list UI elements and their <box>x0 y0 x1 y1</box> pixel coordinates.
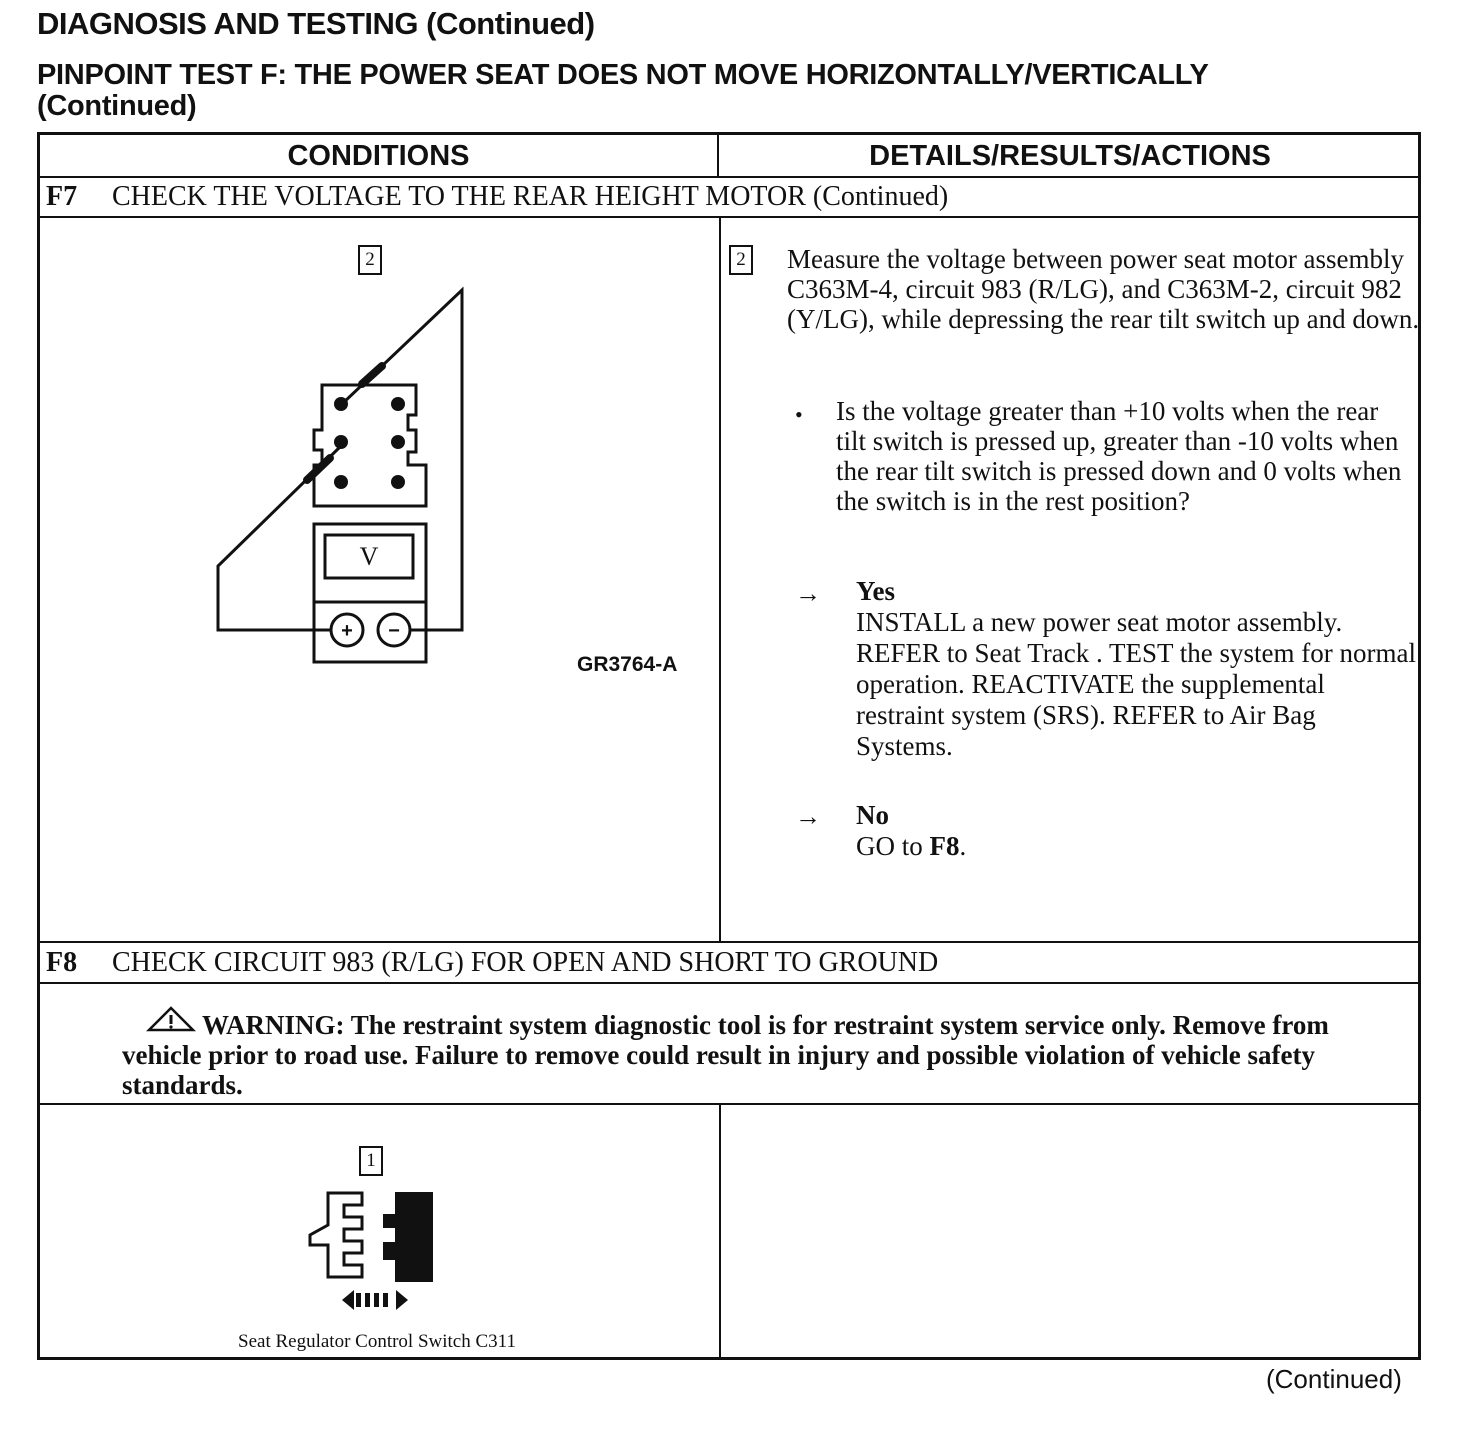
connector-outline <box>314 385 426 506</box>
f7-step-title: CHECK THE VOLTAGE TO THE REAR HEIGHT MOTOR (Continued) <box>112 181 949 212</box>
f7-bottom-divider <box>40 941 1418 943</box>
continued-footer: (Continued) <box>1266 1364 1402 1394</box>
warning-text: WARNING: The restraint system diagnostic tool is for restraint system service only. Remove from vehicle prior to road use. Failure to remove could result in injury and possible violation of vehicle safety standards. <box>122 1010 1329 1100</box>
f7-question: Is the voltage greater than +10 volts when the rear tilt switch is pressed up, greater than -10 volts when the rear tilt switch is pressed down and 0 volts when the switch is in the rest position? <box>836 396 1402 516</box>
conditions-header: CONDITIONS <box>287 140 470 172</box>
no-action <box>856 831 1416 862</box>
connector-half-right <box>384 1193 432 1281</box>
f8-figure-step-box: 1 <box>359 1146 383 1176</box>
no-arrow-icon: → <box>795 801 821 831</box>
pin <box>334 435 348 449</box>
pin <box>391 475 405 489</box>
f8-step-id: F8 <box>46 947 78 978</box>
warning-triangle-icon <box>146 1006 196 1032</box>
warning-block <box>122 1010 1362 1100</box>
yes-label: Yes <box>856 576 895 606</box>
probe-tip-positive <box>307 458 330 480</box>
f8-column-divider <box>719 1104 721 1359</box>
f7-column-divider <box>719 217 721 942</box>
pinpoint-test-title: PINPOINT TEST F: THE POWER SEAT DOES NOT MOVE HORIZONTALLY/VERTICALLY (Continued) <box>37 59 1209 122</box>
page-title: DIAGNOSIS AND TESTING (Continued) <box>37 6 595 41</box>
pin <box>334 397 348 411</box>
no-action-prefix: GO to <box>856 831 930 861</box>
f7-details-step-box: 2 <box>729 245 753 275</box>
yes-result <box>856 576 1416 762</box>
no-label: No <box>856 800 889 830</box>
f8-step-title: CHECK CIRCUIT 983 (R/LG) FOR OPEN AND SHORT TO GROUND <box>112 947 939 978</box>
yes-action: INSTALL a new power seat motor assembly. REFER to Seat Track . TEST the system for normal operation. REACTIVATE the supplemental restraint system (SRS). REFER to Air Bag Systems. <box>856 607 1416 761</box>
warning-divider <box>40 1103 1418 1105</box>
header-column-divider <box>717 135 719 177</box>
f7-instruction: Measure the voltage between power seat motor assembly C363M-4, circuit 983 (R/LG), and C363M-2, circuit 982 (Y/LG), while depressing the rear tilt switch up and down. <box>787 244 1420 334</box>
pin <box>391 435 405 449</box>
plus-symbol: + <box>341 620 353 642</box>
meter-symbol: V <box>359 542 379 571</box>
minus-symbol: − <box>388 620 400 642</box>
probe-tip-negative <box>362 366 382 384</box>
no-action-suffix: . <box>959 831 967 861</box>
no-result <box>856 800 1416 862</box>
f8-title-divider <box>40 982 1418 984</box>
f7-figure-step-box: 2 <box>358 245 382 275</box>
f7-step-id: F7 <box>46 181 78 212</box>
details-header: DETAILS/RESULTS/ACTIONS <box>869 140 1271 172</box>
yes-arrow-icon: → <box>795 578 821 608</box>
figure-label: GR3764-A <box>577 653 678 676</box>
switch-caption: Seat Regulator Control Switch C311 <box>238 1331 516 1352</box>
voltmeter-diagram <box>210 280 480 670</box>
switch-connector-diagram <box>300 1185 440 1315</box>
connector-half-left <box>310 1193 362 1277</box>
f7-title-row <box>46 181 948 213</box>
pin <box>391 397 405 411</box>
no-action-target: F8 <box>929 831 960 861</box>
pin <box>334 475 348 489</box>
bullet-icon: • <box>795 402 803 427</box>
f7-title-divider <box>40 216 1418 218</box>
double-arrow-icon <box>342 1290 408 1310</box>
f8-title-row <box>46 947 938 979</box>
